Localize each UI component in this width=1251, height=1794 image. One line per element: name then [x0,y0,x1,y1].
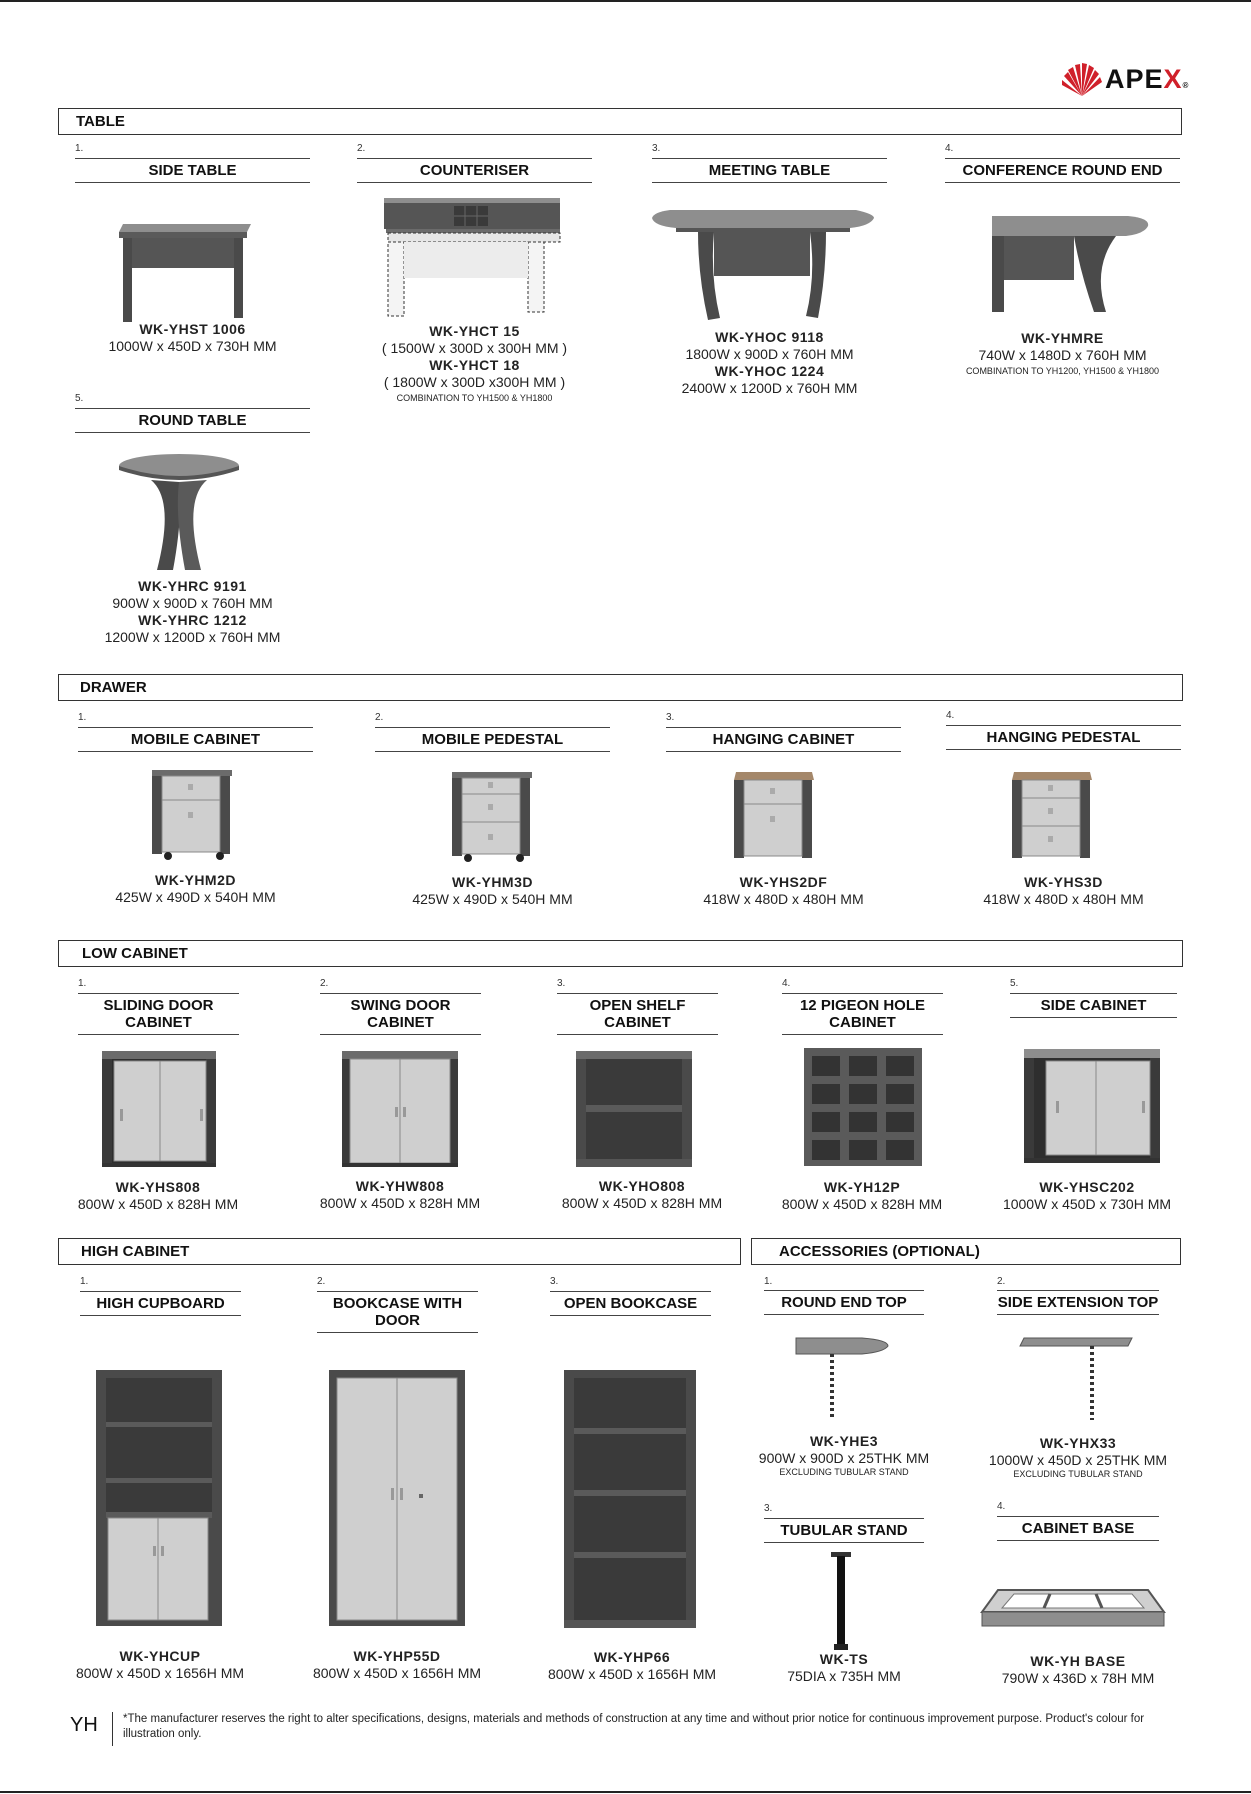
exclusion-note: EXCLUDING TUBULAR STAND [779,1467,909,1477]
product-title: CONFERENCE ROUND END [945,158,1180,183]
section-header-accessories [751,1238,1181,1265]
product-title: MOBILE CABINET [78,727,313,752]
open-bookcase-image [562,1368,698,1630]
product-title: HANGING PEDESTAL [946,725,1181,750]
product-spec [357,323,592,405]
dimensions: 1000W x 450D x 25THK MM [988,1452,1168,1468]
product-spec [978,1435,1178,1480]
dimensions: 800W x 450D x 828H MM [561,1195,723,1211]
dimensions: 800W x 450D x 828H MM [781,1196,943,1212]
round-end-top-image [792,1334,892,1424]
product-title: TUBULAR STAND [764,1518,924,1543]
dimensions: 1800W x 900D x 760H MM [685,346,854,362]
product-title: BOOKCASE WITH DOOR [317,1291,478,1333]
model-code: WK-YHW808 [355,1178,445,1194]
dimensions: 75DIA x 735H MM [787,1668,901,1684]
exclusion-note: EXCLUDING TUBULAR STAND [1013,1469,1143,1479]
model-code: WK-YHSC202 [1039,1179,1135,1195]
product-spec [60,1648,260,1682]
product-spec [978,1653,1178,1687]
peacock-fan-icon [1060,62,1104,98]
dimensions: 800W x 450D x 828H MM [77,1196,239,1212]
model-code: WK-TS [819,1651,869,1667]
item-number: 2. [375,712,384,723]
dimensions: 1000W x 450D x 730H MM [108,338,277,354]
product-spec [542,1178,742,1212]
pigeon-hole-cabinet-image [802,1046,924,1168]
dimensions: 800W x 450D x 1656H MM [75,1665,245,1681]
item-number: 4. [997,1501,1006,1512]
model-code: WK-YHE3 [809,1433,879,1449]
dimensions: 418W x 480D x 480H MM [983,891,1144,907]
dimensions: 1000W x 450D x 730H MM [1002,1196,1172,1212]
product-title: SIDE CABINET [1010,993,1177,1018]
product-spec [58,1179,258,1213]
dimensions: 2400W x 1200D x 760H MM [681,380,858,396]
product-spec [762,1179,962,1213]
hanging-cabinet-image [730,770,818,862]
item-number: 1. [80,1276,89,1287]
section-title: ACCESSORIES (OPTIONAL) [779,1243,980,1260]
product-title: ROUND END TOP [764,1290,924,1315]
dimensions: ( 1800W x 300D x300H MM ) [383,374,566,390]
section-title: TABLE [76,113,125,130]
item-number: 2. [357,143,366,154]
sliding-door-cabinet-image [100,1049,218,1169]
item-number: 4. [945,143,954,154]
product-spec [75,321,310,355]
item-number: 4. [946,710,955,721]
product-title: ROUND TABLE [75,408,310,433]
section-header-drawer [58,674,1183,701]
mobile-pedestal-image [448,770,536,864]
item-number: 3. [550,1276,559,1287]
top-rule [0,0,1251,2]
model-code: WK-YHRC 1212 [138,612,247,628]
product-title: SWING DOOR CABINET [320,993,481,1035]
section-title: DRAWER [80,679,147,696]
product-spec [75,578,310,646]
meeting-table-image [650,206,876,324]
product-spec [946,874,1181,908]
item-number: 5. [1010,978,1019,989]
product-spec [297,1648,497,1682]
item-number: 3. [764,1503,773,1514]
model-code: WK-YHCUP [119,1648,201,1664]
dimensions: 425W x 490D x 540H MM [115,889,276,905]
dimensions: 740W x 1480D x 760H MM [978,347,1147,363]
product-spec [300,1178,500,1212]
combination-note: COMBINATION TO YH1500 & YH1800 [396,393,553,403]
product-title: MOBILE PEDESTAL [375,727,610,752]
model-code: WK-YH12P [823,1179,901,1195]
dimensions: 418W x 480D x 480H MM [703,891,864,907]
dimensions: 800W x 450D x 1656H MM [547,1666,717,1682]
model-code: WK-YHOC 1224 [714,363,825,379]
bottom-rule [0,1791,1251,1793]
product-title: 12 PIGEON HOLE CABINET [782,993,943,1035]
product-spec [945,330,1180,378]
product-spec [987,1179,1187,1213]
dimensions: 900W x 900D x 25THK MM [758,1450,930,1466]
footer-divider [112,1712,113,1746]
cabinet-base-image [978,1586,1168,1634]
round-table-image [117,452,241,574]
item-number: 1. [78,978,87,989]
product-title: MEETING TABLE [652,158,887,183]
mobile-cabinet-image [148,768,236,862]
item-number: 3. [652,143,661,154]
product-spec [652,329,887,397]
section-header-high-cabinet [58,1238,741,1265]
model-code: WK-YHOC 9118 [715,329,824,345]
product-title: OPEN SHELF CABINET [557,993,718,1035]
side-extension-top-image [1018,1334,1138,1424]
product-spec [744,1651,944,1685]
section-title: LOW CABINET [82,945,188,962]
product-spec [375,874,610,908]
item-number: 2. [997,1276,1006,1287]
model-code: WK-YHO808 [598,1178,686,1194]
model-code: WK-YH BASE [1030,1653,1126,1669]
item-number: 4. [782,978,791,989]
section-header-table [58,108,1182,135]
product-title: COUNTERISER [357,158,592,183]
product-title: CABINET BASE [997,1516,1159,1541]
model-code: WK-YHM2D [155,872,236,888]
item-number: 1. [764,1276,773,1287]
item-number: 1. [78,712,87,723]
item-number: 2. [320,978,329,989]
dimensions: 790W x 436D x 78H MM [1001,1670,1155,1686]
conference-round-end-image [988,212,1152,314]
model-code: WK-YHST 1006 [139,321,246,337]
side-table-image [115,218,255,324]
dimensions: 1200W x 1200D x 760H MM [104,629,281,645]
dimensions: 800W x 450D x 828H MM [319,1195,481,1211]
section-header-low-cabinet [58,940,1183,967]
product-title: SIDE EXTENSION TOP [997,1290,1159,1315]
product-spec [532,1649,732,1683]
swing-door-cabinet-image [340,1049,460,1169]
apex-logo [1060,62,1200,98]
product-title: HIGH CUPBOARD [80,1291,241,1316]
item-number: 3. [557,978,566,989]
item-number: 2. [317,1276,326,1287]
section-title: HIGH CABINET [81,1243,190,1260]
counteriser-image [382,196,564,320]
product-spec [666,874,901,908]
item-number: 1. [75,143,84,154]
product-title: OPEN BOOKCASE [550,1291,711,1316]
model-code: WK-YHS808 [115,1179,201,1195]
model-code: WK-YHCT 18 [429,357,520,373]
hanging-pedestal-image [1008,770,1096,862]
product-title: SLIDING DOOR CABINET [78,993,239,1035]
combination-note: COMBINATION TO YH1200, YH1500 & YH1800 [965,366,1160,376]
model-code: WK-YHP66 [593,1649,671,1665]
product-spec [78,872,313,906]
product-spec [744,1433,944,1478]
model-code: WK-YHRC 9191 [138,578,247,594]
tubular-stand-image [826,1550,856,1652]
disclaimer: *The manufacturer reserves the right to alter specifications, designs, materials and methods of construction at any time and without prior notice for continuous improvement purpose. Product's colour for illustration only. [123,1713,1145,1740]
model-code: WK-YHMRE [1021,330,1104,346]
dimensions: 900W x 900D x 760H MM [112,595,273,611]
brand-name: APEX® [1105,64,1190,94]
model-code: WK-YHS2DF [739,874,828,890]
product-title: SIDE TABLE [75,158,310,183]
dimensions: ( 1500W x 300D x 300H MM ) [381,340,568,356]
open-shelf-cabinet-image [574,1049,694,1169]
item-number: 5. [75,393,84,404]
item-number: 3. [666,712,675,723]
bookcase-with-door-image [327,1368,467,1628]
model-code: WK-YHX33 [1039,1435,1117,1451]
model-code: WK-YHP55D [353,1648,441,1664]
dimensions: 425W x 490D x 540H MM [412,891,573,907]
side-cabinet-image [1022,1047,1162,1165]
dimensions: 800W x 450D x 1656H MM [312,1665,482,1681]
series-code: YH [70,1714,98,1736]
model-code: WK-YHM3D [452,874,533,890]
high-cupboard-image [94,1368,224,1628]
model-code: WK-YHCT 15 [429,323,520,339]
model-code: WK-YHS3D [1024,874,1103,890]
product-title: HANGING CABINET [666,727,901,752]
